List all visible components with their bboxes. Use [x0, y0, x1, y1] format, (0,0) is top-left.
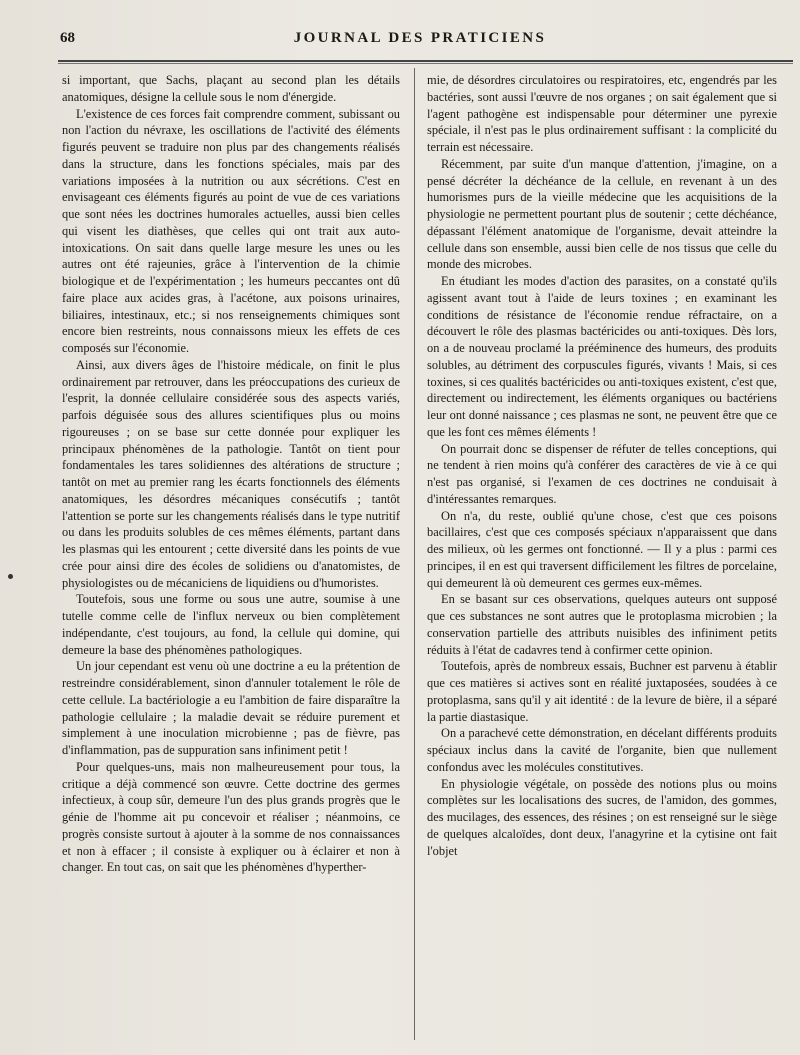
paragraph: En se basant sur ces observations, quelques auteurs ont supposé que ces substances ne sont autres que le protoplasma microbien ; la conservation partielle des attributs nuisibles des infiniment petits réduits à l'état de cadavres tend à confirmer cette opinion.	[427, 592, 777, 657]
paragraph: En étudiant les modes d'action des parasites, on a constaté qu'ils agissent avant tout à l'aide de leurs toxines ; en examinant les conditions de résistance de l'économie rendue réfractaire, on a découvert le rôle des plasmas bactéricides ou anti-toxiques. Dès lors, on a de nouveau proclamé la prééminence des humeurs, des produits solubles, au détriment des corpuscules figurés, vivants ! Mais, si ces toxines, si ces qualités bactéricides ou anti-toxiques existent, c'est que, directement ou indirectement, les éléments organiques ou bactériens leur ont donné naissance ; ces plasmas ne sont, ne peuvent être que ce que les font ces mêmes éléments !	[427, 274, 777, 439]
paragraph: Ainsi, aux divers âges de l'histoire médicale, on finit le plus ordinairement par retrouver, dans les préoccupations des curieux de l'esprit, la donnée cellulaire considérée sous des aspects variés, parfois déguisée sous des allures scientifiques plus ou moins rigoureuses ; on se base sur cette donnée pour expliquer les principaux phénomènes de la pathologie. Tantôt on tient pour fondamentales les tares solidiennes des altérations de structure ; tantôt on met au premier rang les écarts fonctionnels des éléments anatomiques, les désordres mécaniques consécutifs ; tantôt l'attention se porte sur les changements réalisés dans le type nutritif ou dans les produits solubles de ces mêmes éléments, partant dans les plasmas qui les entourent ; cette diversité dans les points de vue crée pour ainsi dire des écoles de solidiens ou d'anatomistes, de physiologistes ou de mécaniciens de liquidiens ou d'humoristes.	[62, 357, 400, 590]
running-title: JOURNAL DES PRATICIENS	[293, 30, 547, 46]
paragraph: L'existence de ces forces fait comprendre comment, subissant ou non l'action du névraxe, les oscillations de l'activité des éléments figurés peuvent se traduire non plus par des changements réalisés dans la structure, dans les fonctions spéciales, mais par des variations imposées à la nutrition ou aux sécrétions. C'est en envisageant ces éléments figurés au point de vue de ces variations que sont nées les doctrines humorales actuelles, aussi bien celles qui visent les diathèses, que celles qui ont trait aux auto-intoxications. On sait dans quelle large mesure les unes ou les autres ont été rajeunies, grâce à l'intervention de la chimie biologique et de l'expérimentation ; les humeurs peccantes ont dû faire place aux acides gras, à l'acétone, aux poisons urinaires, biliaires, intestinaux, etc.; si nos renseignements chimiques sont encore bien restreints, nous connaissons mieux les effets de ces composés sur l'économie.	[62, 106, 400, 355]
right-column	[427, 72, 777, 1042]
paragraph: Pour quelques-uns, mais non malheureusement pour tous, la critique a déjà commencé son œuvre. Cette doctrine des germes infectieux, à coup sûr, demeure l'un des plus grands progrès que le génie de l'homme ait pu concevoir et réaliser ; néanmoins, ce progrès consiste surtout à ajouter à la somme de nos connaissances et non à effacer ; il consiste à expliquer ou à éclairer et non à changer. En tout cas, on sait que les phénomènes d'hyperther-	[62, 759, 400, 875]
page-number: 68	[60, 30, 75, 46]
header-rule-thin	[58, 63, 793, 64]
header-rule	[58, 60, 793, 62]
paragraph: Un jour cependant est venu où une doctrine a eu la prétention de restreindre considérablement, sinon d'annuler totalement le rôle de cette cellule. La bactériologie a eu l'ambition de faire disparaître la pathologie cellulaire ; la maladie devait se réduire purement et simplement à une inoculation microbienne ; pas de fièvre, pas d'inflammation, pas de suppuration sans infiniment petit !	[62, 659, 400, 757]
left-column	[62, 72, 400, 1042]
paragraph: On n'a, du reste, oublié qu'une chose, c'est que ces poisons bacillaires, c'est que ces composés spéciaux n'apparaissent que dans des milieux, où les germes ont fonctionné. — Il y a plus : parmi ces principes, il en est qui traversent difficilement les filtres de porcelaine, qui demeurent là où demeurent ces germes eux-mêmes.	[427, 508, 777, 590]
paragraph: Récemment, par suite d'un manque d'attention, j'imagine, on a pensé décréter la déchéance de la cellule, en revenant à un des humorismes purs de la vieille médecine que les acquisitions de la physiologie ne permettent pourtant plus de soutenir ; cette déchéance, dépassant l'élément anatomique de l'organisme, devait atteindre la cellule dans son ensemble, aussi bien celle de nos tissus que celle du monde des microbes.	[427, 156, 777, 272]
paragraph: mie, de désordres circulatoires ou respiratoires, etc, engendrés par les bactéries, sont aussi l'œuvre de nos organes ; on sait également que si l'agent pathogène est indispensable pour déterminer une pyrexie spéciale, il n'est pas le plus ordinairement suffisant : la complicité du terrain est nécessaire.	[427, 73, 777, 154]
paragraph: On pourrait donc se dispenser de réfuter de telles conceptions, qui ne tendent à rien moins qu'à conférer des caractères de vie à ce qui n'est pas organisé, si l'examen de ces doctrines ne conduisait à d'intéressantes remarques.	[427, 441, 777, 506]
page-header	[60, 30, 780, 54]
column-divider	[414, 68, 415, 1040]
paragraph: On a parachevé cette démonstration, en décelant différents produits spéciaux inclus dans la cavité de l'organite, bien que nullement confondus avec les molécules constitutives.	[427, 726, 777, 774]
paragraph: En physiologie végétale, on possède des notions plus ou moins complètes sur les localisations des sucres, de l'amidon, des gommes, des mucilages, des essences, des résines ; on est renseigné sur le siège de quelques alcaloïdes, dont deux, l'anagyrine et la cytisine ont fait l'objet	[427, 776, 777, 858]
margin-mark	[8, 574, 13, 579]
paragraph: Toutefois, après de nombreux essais, Buchner est parvenu à établir que ces matières si actives sont en réalité juxtaposées, soudées à ce protoplasma, sans qu'il y ait identité : de la levure de bière, il a séparé la partie diastasique.	[427, 659, 777, 724]
paragraph: si important, que Sachs, plaçant au second plan les détails anatomiques, désigne la cellule sous le nom d'énergide.	[62, 73, 400, 104]
paragraph: Toutefois, sous une forme ou sous une autre, soumise à une tutelle comme celle de l'influx nerveux ou bien complètement indépendante, c'est toujours, au fond, la cellule qui domine, qui demeure la base des phénomènes pathologiques.	[62, 592, 400, 657]
